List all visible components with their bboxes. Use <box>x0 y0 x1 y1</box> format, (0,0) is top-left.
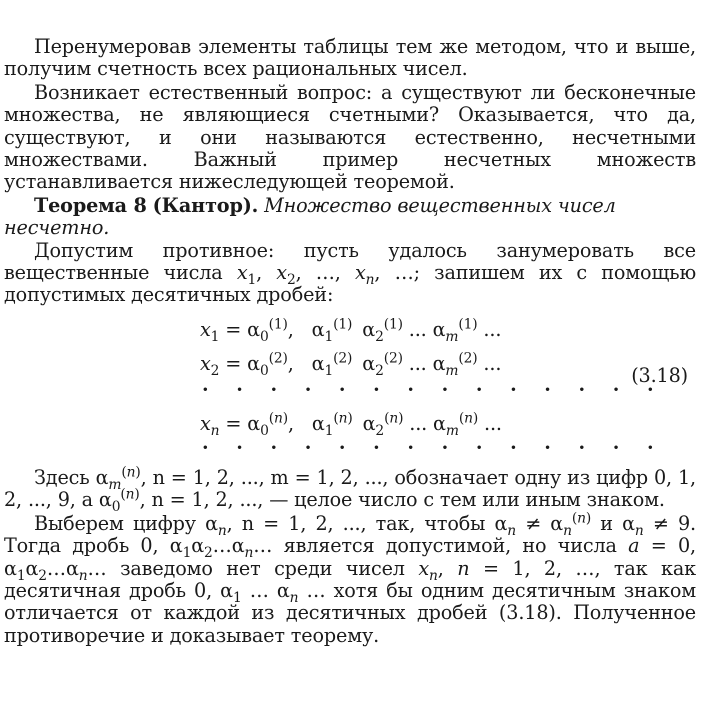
equation-row-2: $x_2 = \alpha_0^{(2)}$, $\alpha_1^{(2)}$ $\alpha_2^{(2)}$ ... $\alpha_m^{(2)}$ ... <box>200 350 502 379</box>
theorem-cantor <box>4 195 696 240</box>
theorem-label: Теорема 8 <box>34 193 147 217</box>
equation-dots-row-bottom: · · · · · · · · · · · · · · <box>202 436 665 459</box>
paragraph-rational-countability: Перенумеровав элементы таблицы тем же методом, что и выше, получим счетность всех рациональных чисел. <box>4 35 696 81</box>
paragraph-notation: Здесь $\alpha_m^{(n)}$, n = 1, 2, ..., m = 1, 2, ..., обозначает одну из цифр 0, 1, 2, ..., 9, а $\alpha_0^{(n)}$, n = 1, 2, ..., — целое число с тем или иным знаком. <box>4 464 696 516</box>
paragraph-diagonal-argument: Выберем цифру $\alpha_n$, n = 1, 2, ..., так, чтобы $\alpha_n \ne \alpha_n^{(n)}$ и $\alpha_n \ne 9$. Тогда дробь 0, $\alpha_1\alpha_2\dots\alpha_n\dots$ является допустимой, но числа a = 0, $\alpha_1\alpha_2\dots\alpha_n\dots$ заведомо нет среди чисел $x_n$, n = 1, 2, …, так как десятичная дробь 0, $\alpha_1$ … $\alpha_n$ … хотя бы одним десятичным знаком отличается от каждой из десятичных дробей (3.18). Полученное противоречие и доказывает теорему. <box>4 510 696 647</box>
paragraph-proof-setup: Допустим противное: пусть удалось занумеровать все вещественные числа $x_1$, $x_2$, …, $x_n$, …; запишем их с помощью допустимых десятичных дробей: <box>4 238 696 307</box>
equation-row-1: $x_1 = \alpha_0^{(1)}$, $\alpha_1^{(1)}$ $\alpha_2^{(1)}$ ... $\alpha_m^{(1)}$ ... <box>200 316 502 345</box>
theorem-statement: Множество вещественных чисел несчетно. <box>4 193 616 240</box>
equation-row-n: $x_n = \alpha_0^{(n)}$, $\alpha_1^{(n)}$ $\alpha_2^{(n)}$ ... $\alpha_m^{(n)}$ ... <box>200 410 502 439</box>
decimal-expansion-system <box>4 313 696 461</box>
equation-dots-row: · · · · · · · · · · · · · · <box>202 378 665 401</box>
theorem-author: (Кантор). <box>152 193 259 217</box>
equation-number: (3.18) <box>631 363 688 387</box>
paragraph-uncountable-question: Возникает естественный вопрос: а существуют ли бесконечные множества, не являющиеся счетными? Оказывается, что да, существуют, и они называются естественно, несчетными множествами. Важный пример несчетных множеств устанавливается нижеследующей теоремой. <box>4 80 696 194</box>
